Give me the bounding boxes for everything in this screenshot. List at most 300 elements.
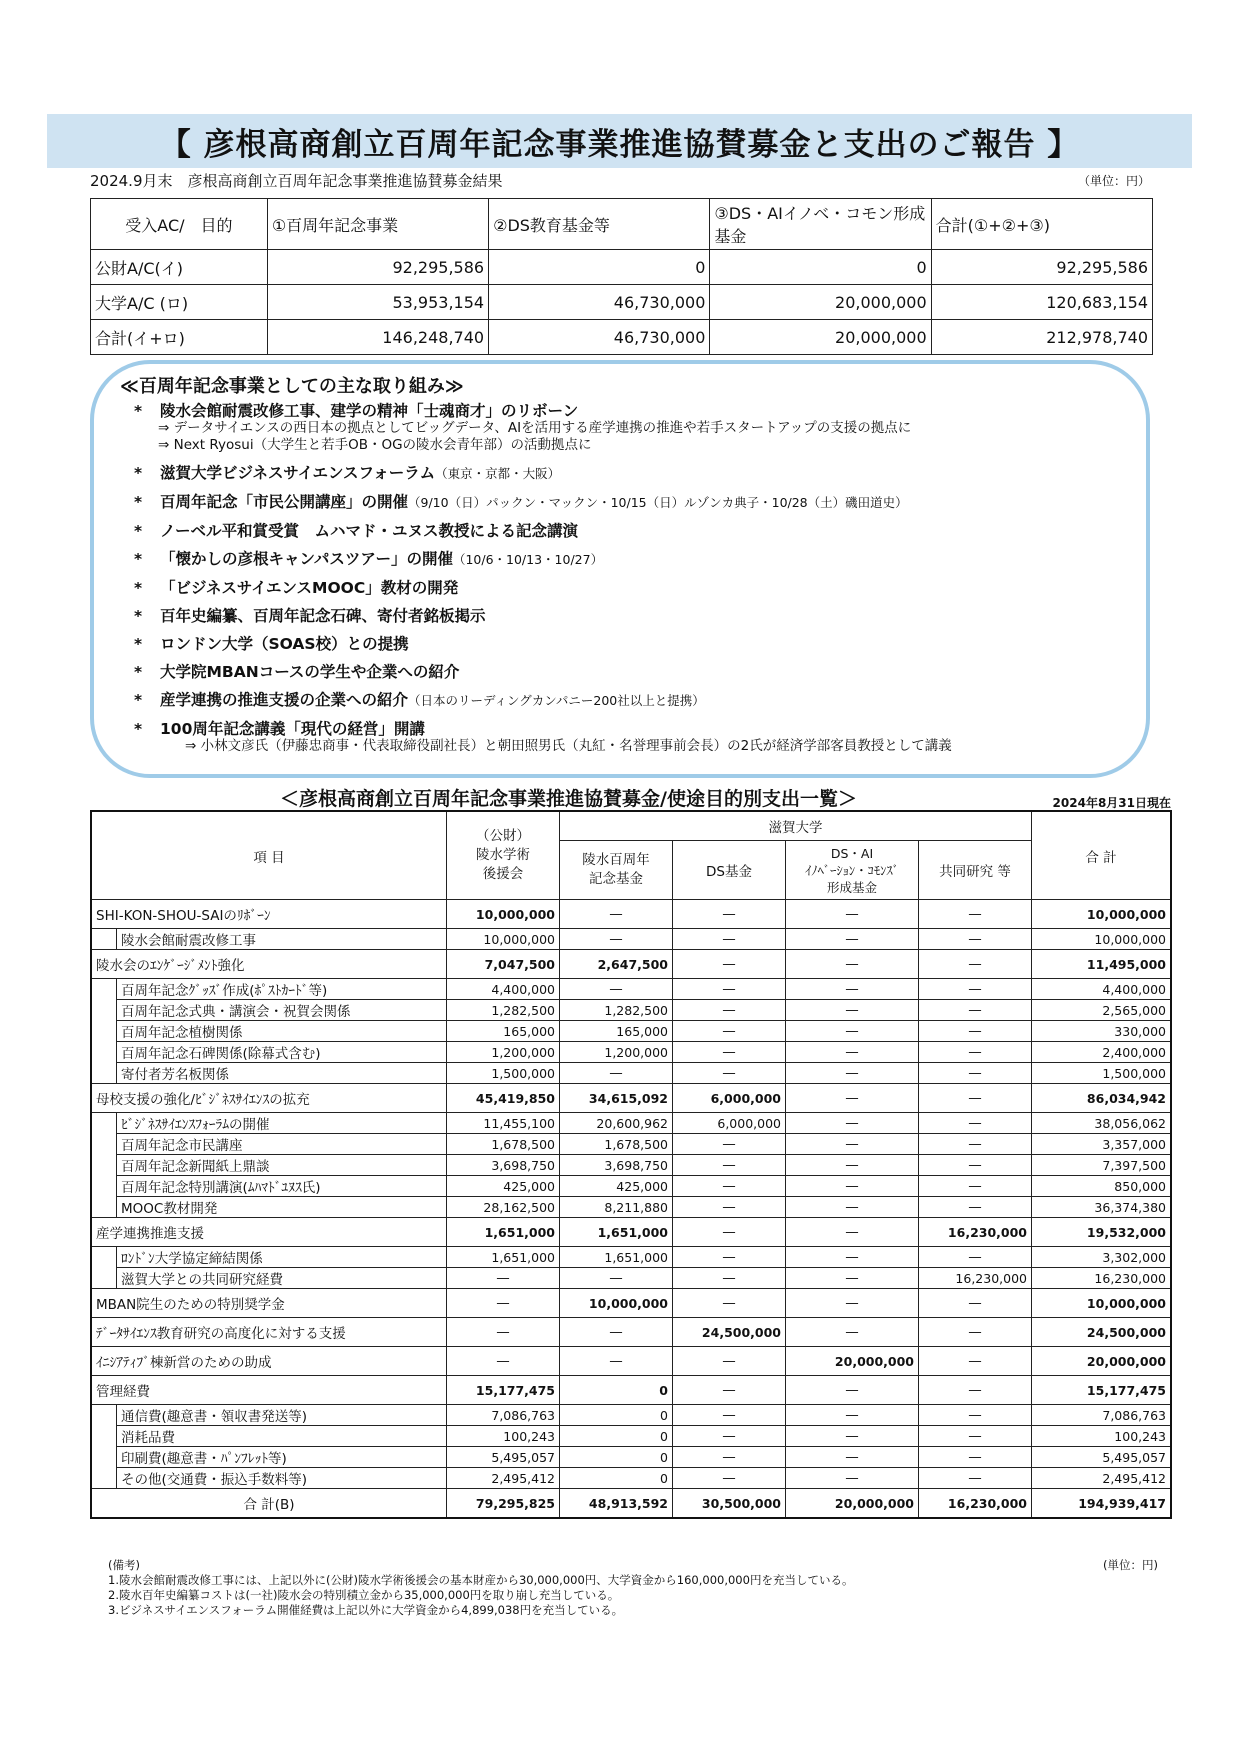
notes <box>108 1558 1158 1618</box>
initiative-text: 陵水会館耐震改修工事、建学の精神「士魂商才」のリボーン <box>160 402 579 420</box>
expense-cell: — <box>919 979 1032 1000</box>
initiative-sub: ⇒ 小林文彦氏（伊藤忠商事・代表取締役副社長）と朝田照男氏（丸紅・名誉理事前会長）の2氏が経済学部客員教授として講義 <box>158 738 952 754</box>
expense-cell: 20,000,000 <box>1032 1347 1172 1376</box>
expense-cell: — <box>786 1376 919 1405</box>
expense-cell: 1,651,000 <box>447 1247 560 1268</box>
expense-total-cell: 20,000,000 <box>786 1489 919 1519</box>
initiative-note: （9/10（日）パックン・マックン・10/15（日）ルゾンカ典子・10/28（土）磯田道史） <box>408 495 908 510</box>
bullet-icon: * <box>134 720 143 738</box>
expense-cell: — <box>919 1155 1032 1176</box>
summary-cell: 212,978,740 <box>931 320 1152 355</box>
summary-cell: 20,000,000 <box>710 320 931 355</box>
expense-cell: 86,034,942 <box>1032 1084 1172 1113</box>
indent-spacer <box>91 1405 117 1489</box>
notes-label: (備考) <box>108 1558 140 1572</box>
expense-cell: — <box>919 1113 1032 1134</box>
expense-category-label: ﾃﾞｰﾀｻｲｴﾝｽ教育研究の高度化に対する支援 <box>91 1318 447 1347</box>
expense-cell: 15,177,475 <box>1032 1376 1172 1405</box>
expense-cell: — <box>786 979 919 1000</box>
expense-cell: 0 <box>560 1468 673 1489</box>
expense-cell: — <box>919 1376 1032 1405</box>
expense-category-label: 産学連携推進支援 <box>91 1218 447 1247</box>
bullet-icon: * <box>134 522 143 540</box>
expense-cell: 16,230,000 <box>919 1268 1032 1289</box>
expense-cell: — <box>673 1197 786 1218</box>
expense-cell: 7,047,500 <box>447 950 560 979</box>
expense-cell: — <box>919 1468 1032 1489</box>
expense-cell: — <box>673 1155 786 1176</box>
expense-cell: 7,086,763 <box>1032 1405 1172 1426</box>
expense-item-label: 百周年記念特別講演(ﾑﾊﾏﾄﾞﾕﾇｽ氏) <box>117 1176 447 1197</box>
expense-cell: — <box>560 900 673 929</box>
summary-table <box>90 198 1153 355</box>
expense-cell: — <box>560 1063 673 1084</box>
initiative-item <box>134 402 1134 454</box>
expense-cell: 3,698,750 <box>447 1155 560 1176</box>
expense-cell: 0 <box>560 1376 673 1405</box>
initiative-item <box>134 579 1134 597</box>
header-ryosui: 陵水百周年 記念基金 <box>560 841 673 900</box>
expense-cell: 10,000,000 <box>447 900 560 929</box>
expense-cell: — <box>786 1447 919 1468</box>
expense-cell: — <box>447 1268 560 1289</box>
expense-item-row <box>91 1405 1171 1426</box>
expense-cell: — <box>673 1042 786 1063</box>
expense-total-cell: 16,230,000 <box>919 1489 1032 1519</box>
expense-cell: — <box>919 1318 1032 1347</box>
expense-cell: 24,500,000 <box>1032 1318 1172 1347</box>
expense-cell: 5,495,057 <box>1032 1447 1172 1468</box>
expense-item-row <box>91 1447 1171 1468</box>
initiative-item <box>134 464 1134 483</box>
expense-cell: 8,211,880 <box>560 1197 673 1218</box>
expense-category-row <box>91 1318 1171 1347</box>
expense-cell: 1,678,500 <box>447 1134 560 1155</box>
expense-item-row <box>91 1021 1171 1042</box>
bullet-icon: * <box>134 402 143 420</box>
expense-total-cell: 48,913,592 <box>560 1489 673 1519</box>
initiative-item <box>134 691 1134 710</box>
expense-cell: — <box>919 1247 1032 1268</box>
summary-cell: 120,683,154 <box>931 285 1152 320</box>
expense-cell: — <box>919 950 1032 979</box>
expense-cell: — <box>919 1347 1032 1376</box>
initiative-note: （東京・京都・大阪） <box>435 466 561 481</box>
header-shiga: 滋賀大学 <box>560 811 1032 841</box>
summary-row <box>91 285 1153 320</box>
expense-item-label: 百周年記念新聞紙上鼎談 <box>117 1155 447 1176</box>
expense-cell: 850,000 <box>1032 1176 1172 1197</box>
expense-cell: — <box>919 1289 1032 1318</box>
expense-cell: — <box>919 1405 1032 1426</box>
expense-cell: — <box>786 1405 919 1426</box>
summary-cell: 92,295,586 <box>267 250 488 285</box>
expense-cell: 20,600,962 <box>560 1113 673 1134</box>
expense-cell: — <box>673 1176 786 1197</box>
page-title: 【 彦根高商創立百周年記念事業推進協賛募金と支出のご報告 】 <box>47 114 1192 168</box>
expense-item-row <box>91 1000 1171 1021</box>
expense-cell: — <box>786 1113 919 1134</box>
initiative-text: 滋賀大学ビジネスサイエンスフォーラム <box>160 464 436 482</box>
expense-cell: — <box>786 1468 919 1489</box>
expense-cell: — <box>919 1197 1032 1218</box>
expense-cell: 10,000,000 <box>1032 900 1172 929</box>
expense-item-row <box>91 1468 1171 1489</box>
expense-cell: — <box>560 929 673 950</box>
summary-cell: 46,730,000 <box>489 285 710 320</box>
summary-heading-row <box>90 170 1150 191</box>
expense-cell: — <box>786 1176 919 1197</box>
expense-cell: 1,282,500 <box>560 1000 673 1021</box>
expense-cell: — <box>673 1447 786 1468</box>
expense-total-cell: 30,500,000 <box>673 1489 786 1519</box>
expense-item-label: 百周年記念式典・講演会・祝賀会関係 <box>117 1000 447 1021</box>
expense-cell: 24,500,000 <box>673 1318 786 1347</box>
expense-header-row <box>91 811 1171 841</box>
expense-cell: — <box>673 1021 786 1042</box>
expense-cell: 10,000,000 <box>1032 1289 1172 1318</box>
expense-cell: — <box>447 1347 560 1376</box>
summary-row-label: 公財A/C(イ) <box>91 250 268 285</box>
expense-item-label: 寄付者芳名板関係 <box>117 1063 447 1084</box>
expense-item-label: 百周年記念石碑関係(除幕式含む) <box>117 1042 447 1063</box>
expense-cell: — <box>786 1218 919 1247</box>
header-koza: （公財） 陵水学術 後援会 <box>447 811 560 900</box>
expense-cell: 3,357,000 <box>1032 1134 1172 1155</box>
expense-cell: 0 <box>560 1426 673 1447</box>
expense-item-label: 滋賀大学との共同研究経費 <box>117 1268 447 1289</box>
bullet-icon: * <box>134 691 143 709</box>
summary-heading: 2024.9月末 彦根高商創立百周年記念事業推進協賛募金結果 <box>90 172 503 190</box>
indent-spacer <box>91 979 117 1084</box>
summary-cell: 0 <box>710 250 931 285</box>
initiative-text: ロンドン大学（SOAS校）との提携 <box>160 635 409 653</box>
summary-cell: 92,295,586 <box>931 250 1152 285</box>
expense-cell: — <box>673 1063 786 1084</box>
expense-cell: 6,000,000 <box>673 1084 786 1113</box>
expense-item-row <box>91 1176 1171 1197</box>
expense-cell: — <box>786 1268 919 1289</box>
expense-category-label: MBAN院生のための特別奨学金 <box>91 1289 447 1318</box>
expense-cell: 100,243 <box>447 1426 560 1447</box>
expense-total-cell: 79,295,825 <box>447 1489 560 1519</box>
expense-category-row <box>91 1084 1171 1113</box>
expense-cell: 1,651,000 <box>447 1218 560 1247</box>
expense-cell: 2,495,412 <box>447 1468 560 1489</box>
expense-cell: — <box>786 900 919 929</box>
expense-cell: 1,651,000 <box>560 1247 673 1268</box>
expense-cell: 19,532,000 <box>1032 1218 1172 1247</box>
expense-date: 2024年8月31日現在 <box>1052 796 1171 810</box>
summary-cell: 146,248,740 <box>267 320 488 355</box>
expense-cell: 45,419,850 <box>447 1084 560 1113</box>
expense-category-row <box>91 1376 1171 1405</box>
expense-item-label: その他(交通費・振込手数料等) <box>117 1468 447 1489</box>
expense-item-row <box>91 1268 1171 1289</box>
expense-total-row <box>91 1489 1171 1519</box>
expense-cell: — <box>786 1021 919 1042</box>
expense-cell: 1,651,000 <box>560 1218 673 1247</box>
expense-category-label: 陵水会のｴﾝｹﾞｰｼﾞﾒﾝﾄ強化 <box>91 950 447 979</box>
expense-cell: — <box>919 1134 1032 1155</box>
expense-cell: — <box>786 1247 919 1268</box>
summary-header-row <box>91 199 1153 250</box>
summary-header: 合計(①+②+③) <box>931 199 1152 250</box>
expense-category-label: 母校支援の強化/ﾋﾞｼﾞﾈｽｻｲｴﾝｽの拡充 <box>91 1084 447 1113</box>
expense-cell: — <box>919 1176 1032 1197</box>
expense-cell: — <box>673 1426 786 1447</box>
expense-cell: 16,230,000 <box>1032 1268 1172 1289</box>
expense-cell: 20,000,000 <box>786 1347 919 1376</box>
header-item: 項 目 <box>91 811 447 900</box>
expense-item-row <box>91 979 1171 1000</box>
expense-cell: 1,500,000 <box>447 1063 560 1084</box>
expense-cell: 3,698,750 <box>560 1155 673 1176</box>
expense-cell: 10,000,000 <box>1032 929 1172 950</box>
expense-cell: — <box>673 1247 786 1268</box>
initiative-text: 「懐かしの彦根キャンパスツアー」の開催 <box>160 550 453 568</box>
summary-cell: 53,953,154 <box>267 285 488 320</box>
header-dsai: DS・AI ｲﾉﾍﾞｰｼｮﾝ・ｺﾓﾝｽﾞ 形成基金 <box>786 841 919 900</box>
expense-cell: 425,000 <box>560 1176 673 1197</box>
initiative-note: （日本のリーディングカンパニー200社以上と提携） <box>408 693 705 708</box>
expense-cell: 165,000 <box>560 1021 673 1042</box>
indent-spacer <box>91 1247 117 1289</box>
expense-item-label: ﾛﾝﾄﾞﾝ大学協定締結関係 <box>117 1247 447 1268</box>
expense-cell: 100,243 <box>1032 1426 1172 1447</box>
expense-cell: 2,400,000 <box>1032 1042 1172 1063</box>
initiative-item <box>134 720 1134 755</box>
header-total: 合 計 <box>1032 811 1172 900</box>
expense-cell: 0 <box>560 1447 673 1468</box>
summary-cell: 0 <box>489 250 710 285</box>
bullet-icon: * <box>134 493 143 511</box>
initiatives-list <box>134 402 1134 765</box>
expense-cell: — <box>919 1084 1032 1113</box>
bullet-icon: * <box>134 607 143 625</box>
initiative-item <box>134 607 1134 625</box>
expense-item-row <box>91 929 1171 950</box>
expense-category-row <box>91 950 1171 979</box>
expense-cell: — <box>786 1000 919 1021</box>
summary-header: ①百周年記念事業 <box>267 199 488 250</box>
expense-item-row <box>91 1197 1171 1218</box>
expense-cell: 7,397,500 <box>1032 1155 1172 1176</box>
expense-cell: 1,500,000 <box>1032 1063 1172 1084</box>
expense-cell: — <box>786 1155 919 1176</box>
initiative-item <box>134 493 1134 512</box>
expense-cell: — <box>673 1218 786 1247</box>
summary-header: ③DS・AIイノベ・コモン形成基金 <box>710 199 931 250</box>
expense-cell: — <box>786 1084 919 1113</box>
expense-cell: — <box>673 1289 786 1318</box>
expense-cell: 28,162,500 <box>447 1197 560 1218</box>
expense-cell: 36,374,380 <box>1032 1197 1172 1218</box>
expense-cell: 4,400,000 <box>1032 979 1172 1000</box>
expense-cell: — <box>673 1405 786 1426</box>
expense-item-row <box>91 1042 1171 1063</box>
expense-item-row <box>91 1426 1171 1447</box>
expense-cell: 11,495,000 <box>1032 950 1172 979</box>
initiative-text: ノーベル平和賞受賞 ムハマド・ユヌス教授による記念講演 <box>160 522 579 540</box>
expense-item-label: 通信費(趣意書・領収書発送等) <box>117 1405 447 1426</box>
expense-cell: — <box>786 1134 919 1155</box>
expense-cell: — <box>919 1447 1032 1468</box>
expense-cell: 38,056,062 <box>1032 1113 1172 1134</box>
summary-row-label: 大学A/C (ロ) <box>91 285 268 320</box>
expense-cell: — <box>786 1289 919 1318</box>
expense-cell: — <box>673 1268 786 1289</box>
expense-item-label: 印刷費(趣意書・ﾊﾟﾝﾌﾚｯﾄ等) <box>117 1447 447 1468</box>
initiative-item <box>134 522 1134 540</box>
expense-cell: 1,200,000 <box>560 1042 673 1063</box>
expense-total-label: 合 計(B) <box>91 1489 447 1519</box>
expense-cell: 3,302,000 <box>1032 1247 1172 1268</box>
expense-cell: — <box>919 1426 1032 1447</box>
bullet-icon: * <box>134 635 143 653</box>
header-ds: DS基金 <box>673 841 786 900</box>
expense-cell: — <box>673 929 786 950</box>
summary-row <box>91 250 1153 285</box>
expense-cell: 2,565,000 <box>1032 1000 1172 1021</box>
expense-cell: 330,000 <box>1032 1021 1172 1042</box>
expense-item-row <box>91 1155 1171 1176</box>
expense-cell: — <box>919 1042 1032 1063</box>
indent-spacer <box>91 929 117 950</box>
expense-cell: — <box>786 1426 919 1447</box>
expense-cell: — <box>786 1197 919 1218</box>
expense-cell: 2,647,500 <box>560 950 673 979</box>
expense-cell: 165,000 <box>447 1021 560 1042</box>
expense-cell: 11,455,100 <box>447 1113 560 1134</box>
expense-cell: — <box>786 950 919 979</box>
summary-row-label: 合計(イ+ロ) <box>91 320 268 355</box>
expense-cell: — <box>560 1347 673 1376</box>
note-line: 1.陵水会館耐震改修工事には、上記以外に(公財)陵水学術後援会の基本財産から30,000,000円、大学資金から160,000,000円を充当している。 <box>108 1573 854 1587</box>
expense-title: ＜彦根高商創立百周年記念事業推進協賛募金/使途目的別支出一覧＞ <box>280 788 857 810</box>
expense-cell: — <box>673 950 786 979</box>
expense-cell: — <box>919 1021 1032 1042</box>
expense-item-row <box>91 1113 1171 1134</box>
expense-cell: — <box>919 900 1032 929</box>
initiative-text: 百周年記念「市民公開講座」の開催 <box>160 493 409 511</box>
expense-cell: — <box>673 1000 786 1021</box>
expense-cell: — <box>560 979 673 1000</box>
header-joint: 共同研究 等 <box>919 841 1032 900</box>
expense-item-row <box>91 1063 1171 1084</box>
initiative-item <box>134 635 1134 653</box>
expense-cell: — <box>673 1468 786 1489</box>
expense-cell: 4,400,000 <box>447 979 560 1000</box>
summary-header: ②DS教育基金等 <box>489 199 710 250</box>
expense-cell: — <box>447 1289 560 1318</box>
expense-cell: — <box>786 1318 919 1347</box>
expense-total-cell: 194,939,417 <box>1032 1489 1172 1519</box>
expense-cell: — <box>673 1376 786 1405</box>
expense-cell: 10,000,000 <box>447 929 560 950</box>
expense-item-label: 百周年記念植樹関係 <box>117 1021 447 1042</box>
expense-cell: — <box>919 929 1032 950</box>
expense-cell: 16,230,000 <box>919 1218 1032 1247</box>
expense-cell: — <box>673 1347 786 1376</box>
initiative-text: 「ビジネスサイエンスMOOC」教材の開発 <box>160 579 459 597</box>
expense-cell: — <box>673 1134 786 1155</box>
expense-cell: 15,177,475 <box>447 1376 560 1405</box>
expense-category-label: 管理経費 <box>91 1376 447 1405</box>
initiative-text: 100周年記念講義「現代の経営」開講 <box>160 720 425 738</box>
summary-cell: 46,730,000 <box>489 320 710 355</box>
expense-cell: 34,615,092 <box>560 1084 673 1113</box>
summary-cell: 20,000,000 <box>710 285 931 320</box>
expense-item-label: ﾋﾞｼﾞﾈｽｻｲｴﾝｽﾌｫｰﾗﾑの開催 <box>117 1113 447 1134</box>
expense-cell: — <box>560 1268 673 1289</box>
summary-row <box>91 320 1153 355</box>
expense-category-label: ｲﾆｼｱﾃｨﾌﾞ棟新営のための助成 <box>91 1347 447 1376</box>
note-line: 3.ビジネスサイエンスフォーラム開催経費は上記以外に大学資金から4,899,038円を充当している。 <box>108 1603 624 1617</box>
summary-unit: （単位：円） <box>1077 174 1150 188</box>
initiative-sub: ⇒ データサイエンスの西日本の拠点としてビッグデータ、AIを活用する産学連携の推進や若手スタートアップの支援の拠点に <box>158 420 912 436</box>
expense-cell: 0 <box>560 1405 673 1426</box>
initiative-text: 産学連携の推進支援の企業への紹介 <box>160 691 409 709</box>
expense-cell: 2,495,412 <box>1032 1468 1172 1489</box>
initiative-text: 百年史編纂、百周年記念石碑、寄付者銘板掲示 <box>160 607 486 625</box>
initiative-text: 大学院MBANコースの学生や企業への紹介 <box>160 663 460 681</box>
expense-category-row <box>91 1289 1171 1318</box>
expense-cell: 1,282,500 <box>447 1000 560 1021</box>
bullet-icon: * <box>134 550 143 568</box>
expense-item-label: 百周年記念ｸﾞｯｽﾞ作成(ﾎﾟｽﾄｶｰﾄﾞ等) <box>117 979 447 1000</box>
expense-item-label: MOOC教材開発 <box>117 1197 447 1218</box>
expense-cell: — <box>673 900 786 929</box>
initiative-sub: ⇒ Next Ryosui（大学生と若手OB・OGの陵水会青年部）の活動拠点に <box>158 437 592 453</box>
expense-cell: 6,000,000 <box>673 1113 786 1134</box>
summary-header: 受入AC/ 目的 <box>91 199 268 250</box>
indent-spacer <box>91 1113 117 1218</box>
notes-unit: (単位：円) <box>1103 1558 1158 1572</box>
expense-cell: — <box>673 979 786 1000</box>
initiative-item <box>134 663 1134 681</box>
expense-cell: 1,678,500 <box>560 1134 673 1155</box>
expense-cell: 10,000,000 <box>560 1289 673 1318</box>
expense-table <box>90 810 1172 1519</box>
expense-category-label: SHI-KON-SHOU-SAIのﾘﾎﾞｰﾝ <box>91 900 447 929</box>
expense-cell: — <box>560 1318 673 1347</box>
expense-cell: 425,000 <box>447 1176 560 1197</box>
expense-item-label: 消耗品費 <box>117 1426 447 1447</box>
expense-cell: — <box>919 1000 1032 1021</box>
expense-cell: — <box>447 1318 560 1347</box>
expense-item-row <box>91 1134 1171 1155</box>
note-line: 2.陵水百年史編纂コストは(一社)陵水会の特別積立金から35,000,000円を取り崩し充当している。 <box>108 1588 620 1602</box>
expense-cell: — <box>786 1042 919 1063</box>
expense-category-row <box>91 1347 1171 1376</box>
expense-category-row <box>91 1218 1171 1247</box>
bullet-icon: * <box>134 464 143 482</box>
bullet-icon: * <box>134 663 143 681</box>
initiative-item <box>134 550 1134 569</box>
expense-item-label: 百周年記念市民講座 <box>117 1134 447 1155</box>
expense-cell: 7,086,763 <box>447 1405 560 1426</box>
expense-cell: — <box>786 929 919 950</box>
expense-cell: — <box>919 1063 1032 1084</box>
expense-cell: 5,495,057 <box>447 1447 560 1468</box>
bullet-icon: * <box>134 579 143 597</box>
expense-cell: — <box>786 1063 919 1084</box>
expense-item-label: 陵水会館耐震改修工事 <box>117 929 447 950</box>
expense-category-row <box>91 900 1171 929</box>
initiatives-title: ≪百周年記念事業としての主な取り組み≫ <box>120 376 464 397</box>
expense-cell: 1,200,000 <box>447 1042 560 1063</box>
